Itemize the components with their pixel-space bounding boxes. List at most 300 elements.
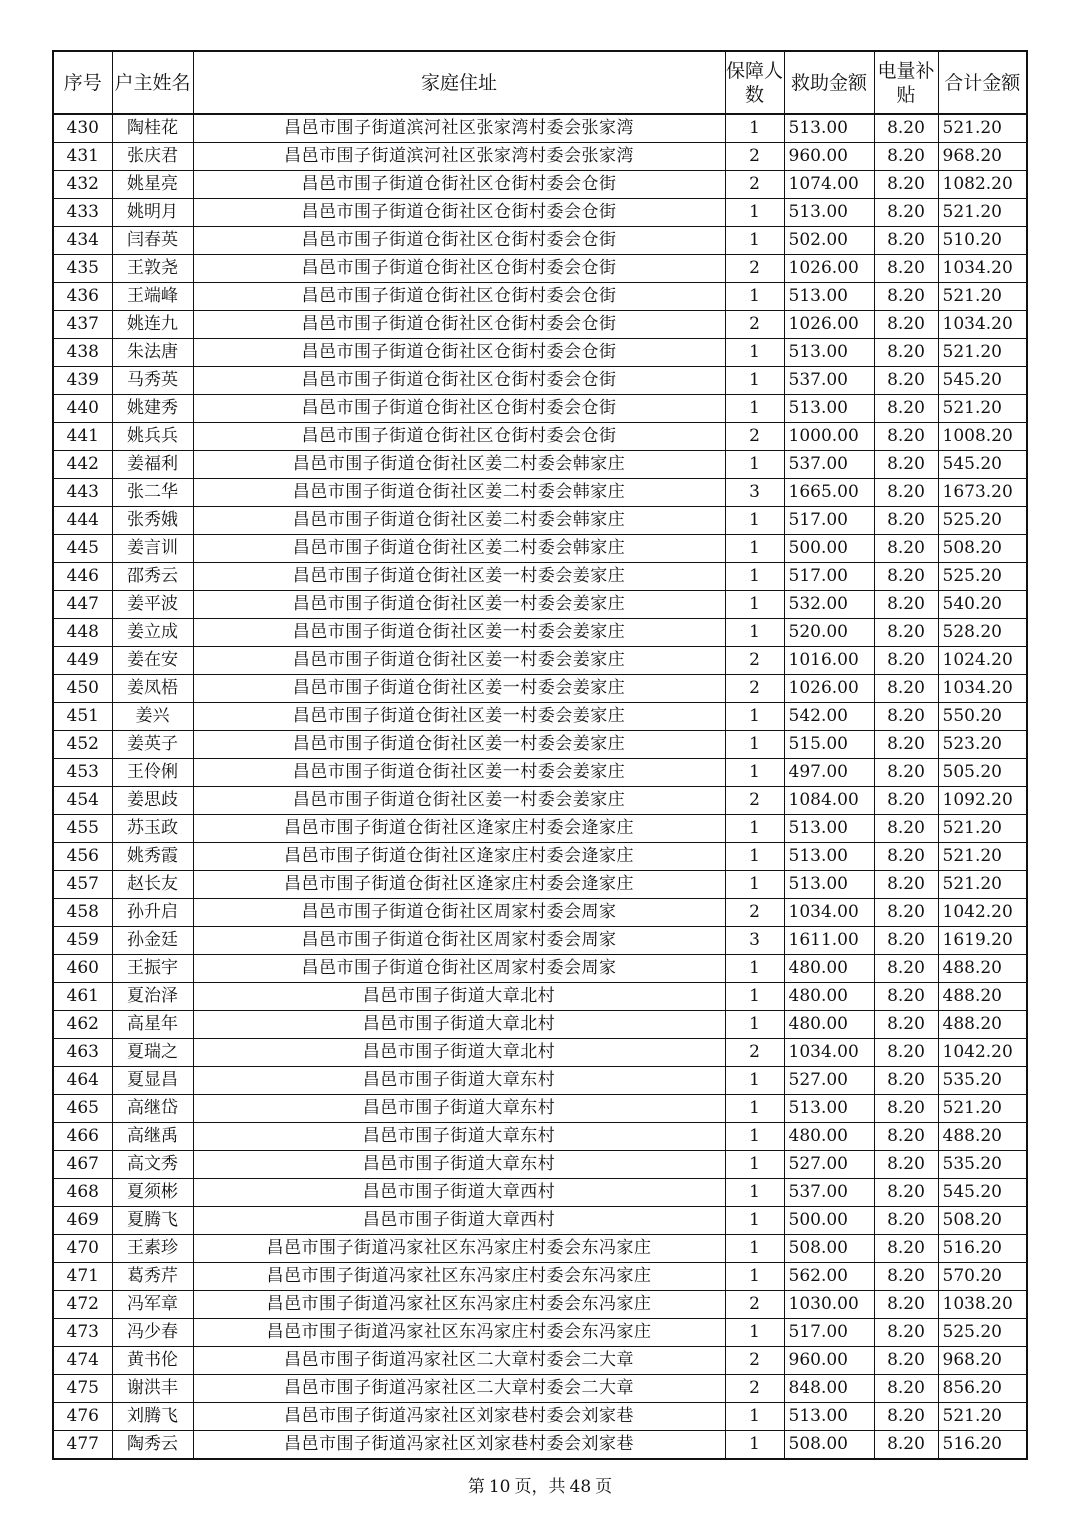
cell-address: 昌邑市围子街道冯家社区东冯家庄村委会东冯家庄 bbox=[193, 1235, 725, 1263]
cell-persons: 1 bbox=[725, 1319, 784, 1347]
cell-total: 1042.20 bbox=[938, 1039, 1027, 1067]
cell-subsidy: 8.20 bbox=[874, 815, 938, 843]
cell-name: 马秀英 bbox=[112, 367, 193, 395]
cell-name: 高继岱 bbox=[112, 1095, 193, 1123]
cell-subsidy: 8.20 bbox=[874, 647, 938, 675]
cell-total: 535.20 bbox=[938, 1151, 1027, 1179]
cell-subsidy: 8.20 bbox=[874, 1403, 938, 1431]
cell-persons: 3 bbox=[725, 479, 784, 507]
table-row bbox=[53, 339, 1027, 367]
cell-total: 516.20 bbox=[938, 1235, 1027, 1263]
cell-subsidy: 8.20 bbox=[874, 1347, 938, 1375]
cell-total: 1092.20 bbox=[938, 787, 1027, 815]
cell-address: 昌邑市围子街道仓街社区仓街村委会仓街 bbox=[193, 199, 725, 227]
cell-persons: 2 bbox=[725, 1375, 784, 1403]
cell-name: 高星年 bbox=[112, 1011, 193, 1039]
cell-total: 1038.20 bbox=[938, 1291, 1027, 1319]
cell-name: 张庆君 bbox=[112, 143, 193, 171]
page-total: 48 bbox=[569, 1477, 592, 1497]
cell-subsidy: 8.20 bbox=[874, 479, 938, 507]
cell-persons: 1 bbox=[725, 199, 784, 227]
cell-total: 525.20 bbox=[938, 507, 1027, 535]
cell-address: 昌邑市围子街道仓街社区姜二村委会韩家庄 bbox=[193, 507, 725, 535]
cell-seq: 468 bbox=[53, 1179, 112, 1207]
cell-relief: 513.00 bbox=[784, 871, 874, 899]
cell-name: 姜平波 bbox=[112, 591, 193, 619]
cell-relief: 1026.00 bbox=[784, 311, 874, 339]
cell-persons: 2 bbox=[725, 1039, 784, 1067]
cell-subsidy: 8.20 bbox=[874, 1011, 938, 1039]
cell-name: 姜福利 bbox=[112, 451, 193, 479]
cell-relief: 513.00 bbox=[784, 1095, 874, 1123]
table-row bbox=[53, 815, 1027, 843]
cell-name: 姜英子 bbox=[112, 731, 193, 759]
cell-address: 昌邑市围子街道大章东村 bbox=[193, 1095, 725, 1123]
cell-subsidy: 8.20 bbox=[874, 1095, 938, 1123]
cell-seq: 456 bbox=[53, 843, 112, 871]
cell-total: 550.20 bbox=[938, 703, 1027, 731]
cell-address: 昌邑市围子街道仓街社区仓街村委会仓街 bbox=[193, 311, 725, 339]
cell-seq: 461 bbox=[53, 983, 112, 1011]
cell-address: 昌邑市围子街道仓街社区逄家庄村委会逄家庄 bbox=[193, 815, 725, 843]
cell-persons: 1 bbox=[725, 843, 784, 871]
cell-seq: 464 bbox=[53, 1067, 112, 1095]
cell-total: 521.20 bbox=[938, 283, 1027, 311]
cell-relief: 848.00 bbox=[784, 1375, 874, 1403]
cell-subsidy: 8.20 bbox=[874, 955, 938, 983]
cell-seq: 474 bbox=[53, 1347, 112, 1375]
cell-name: 姚秀霞 bbox=[112, 843, 193, 871]
cell-subsidy: 8.20 bbox=[874, 731, 938, 759]
cell-relief: 537.00 bbox=[784, 367, 874, 395]
cell-relief: 500.00 bbox=[784, 1207, 874, 1235]
cell-address: 昌邑市围子街道仓街社区仓街村委会仓街 bbox=[193, 367, 725, 395]
cell-name: 高文秀 bbox=[112, 1151, 193, 1179]
cell-name: 陶桂花 bbox=[112, 114, 193, 143]
cell-subsidy: 8.20 bbox=[874, 983, 938, 1011]
cell-subsidy: 8.20 bbox=[874, 1291, 938, 1319]
cell-relief: 480.00 bbox=[784, 955, 874, 983]
cell-seq: 455 bbox=[53, 815, 112, 843]
cell-relief: 520.00 bbox=[784, 619, 874, 647]
cell-name: 谢洪丰 bbox=[112, 1375, 193, 1403]
cell-seq: 457 bbox=[53, 871, 112, 899]
cell-relief: 513.00 bbox=[784, 114, 874, 143]
cell-address: 昌邑市围子街道仓街社区姜一村委会姜家庄 bbox=[193, 759, 725, 787]
cell-persons: 2 bbox=[725, 423, 784, 451]
cell-persons: 1 bbox=[725, 535, 784, 563]
cell-address: 昌邑市围子街道大章北村 bbox=[193, 1039, 725, 1067]
table-row bbox=[53, 619, 1027, 647]
cell-relief: 517.00 bbox=[784, 507, 874, 535]
table-row bbox=[53, 1067, 1027, 1095]
cell-relief: 960.00 bbox=[784, 143, 874, 171]
cell-total: 545.20 bbox=[938, 1179, 1027, 1207]
cell-name: 姜立成 bbox=[112, 619, 193, 647]
cell-relief: 515.00 bbox=[784, 731, 874, 759]
cell-relief: 1665.00 bbox=[784, 479, 874, 507]
table-row bbox=[53, 1291, 1027, 1319]
cell-persons: 1 bbox=[725, 563, 784, 591]
cell-seq: 434 bbox=[53, 227, 112, 255]
cell-seq: 460 bbox=[53, 955, 112, 983]
cell-total: 1024.20 bbox=[938, 647, 1027, 675]
cell-address: 昌邑市围子街道冯家社区刘家巷村委会刘家巷 bbox=[193, 1431, 725, 1460]
cell-name: 姚建秀 bbox=[112, 395, 193, 423]
cell-name: 赵长友 bbox=[112, 871, 193, 899]
cell-subsidy: 8.20 bbox=[874, 619, 938, 647]
cell-address: 昌邑市围子街道冯家社区二大章村委会二大章 bbox=[193, 1375, 725, 1403]
cell-address: 昌邑市围子街道大章北村 bbox=[193, 983, 725, 1011]
cell-subsidy: 8.20 bbox=[874, 535, 938, 563]
table-row bbox=[53, 1319, 1027, 1347]
cell-persons: 1 bbox=[725, 1095, 784, 1123]
cell-seq: 431 bbox=[53, 143, 112, 171]
cell-name: 苏玉政 bbox=[112, 815, 193, 843]
cell-relief: 1000.00 bbox=[784, 423, 874, 451]
cell-name: 张二华 bbox=[112, 479, 193, 507]
cell-address: 昌邑市围子街道仓街社区姜一村委会姜家庄 bbox=[193, 591, 725, 619]
cell-total: 1042.20 bbox=[938, 899, 1027, 927]
cell-total: 505.20 bbox=[938, 759, 1027, 787]
cell-subsidy: 8.20 bbox=[874, 367, 938, 395]
table-row bbox=[53, 1431, 1027, 1460]
cell-relief: 527.00 bbox=[784, 1067, 874, 1095]
cell-total: 521.20 bbox=[938, 815, 1027, 843]
cell-subsidy: 8.20 bbox=[874, 1319, 938, 1347]
table-row bbox=[53, 114, 1027, 143]
cell-seq: 439 bbox=[53, 367, 112, 395]
header-subsidy: 电量补贴 bbox=[874, 51, 938, 114]
cell-subsidy: 8.20 bbox=[874, 843, 938, 871]
cell-address: 昌邑市围子街道仓街社区逄家庄村委会逄家庄 bbox=[193, 843, 725, 871]
table-row bbox=[53, 1095, 1027, 1123]
cell-total: 545.20 bbox=[938, 367, 1027, 395]
cell-address: 昌邑市围子街道仓街社区姜一村委会姜家庄 bbox=[193, 675, 725, 703]
cell-persons: 1 bbox=[725, 1011, 784, 1039]
cell-seq: 459 bbox=[53, 927, 112, 955]
cell-relief: 1034.00 bbox=[784, 1039, 874, 1067]
cell-seq: 462 bbox=[53, 1011, 112, 1039]
cell-persons: 1 bbox=[725, 759, 784, 787]
cell-address: 昌邑市围子街道大章东村 bbox=[193, 1151, 725, 1179]
cell-relief: 1026.00 bbox=[784, 675, 874, 703]
cell-seq: 448 bbox=[53, 619, 112, 647]
cell-subsidy: 8.20 bbox=[874, 395, 938, 423]
cell-total: 488.20 bbox=[938, 955, 1027, 983]
cell-total: 540.20 bbox=[938, 591, 1027, 619]
cell-relief: 513.00 bbox=[784, 283, 874, 311]
cell-subsidy: 8.20 bbox=[874, 451, 938, 479]
cell-relief: 502.00 bbox=[784, 227, 874, 255]
cell-address: 昌邑市围子街道仓街社区姜一村委会姜家庄 bbox=[193, 647, 725, 675]
cell-persons: 1 bbox=[725, 507, 784, 535]
cell-name: 朱法唐 bbox=[112, 339, 193, 367]
cell-name: 冯军章 bbox=[112, 1291, 193, 1319]
cell-seq: 453 bbox=[53, 759, 112, 787]
cell-subsidy: 8.20 bbox=[874, 114, 938, 143]
table-row bbox=[53, 367, 1027, 395]
cell-name: 夏治泽 bbox=[112, 983, 193, 1011]
cell-address: 昌邑市围子街道仓街社区周家村委会周家 bbox=[193, 927, 725, 955]
cell-persons: 1 bbox=[725, 1207, 784, 1235]
cell-persons: 2 bbox=[725, 255, 784, 283]
cell-seq: 450 bbox=[53, 675, 112, 703]
cell-subsidy: 8.20 bbox=[874, 759, 938, 787]
table-row bbox=[53, 1151, 1027, 1179]
cell-persons: 1 bbox=[725, 339, 784, 367]
cell-total: 521.20 bbox=[938, 339, 1027, 367]
cell-total: 525.20 bbox=[938, 1319, 1027, 1347]
cell-subsidy: 8.20 bbox=[874, 1039, 938, 1067]
cell-persons: 2 bbox=[725, 1291, 784, 1319]
cell-name: 王敦尧 bbox=[112, 255, 193, 283]
table-row bbox=[53, 647, 1027, 675]
cell-total: 968.20 bbox=[938, 143, 1027, 171]
cell-address: 昌邑市围子街道大章西村 bbox=[193, 1179, 725, 1207]
table-row bbox=[53, 423, 1027, 451]
cell-seq: 437 bbox=[53, 311, 112, 339]
cell-seq: 449 bbox=[53, 647, 112, 675]
cell-name: 高继禹 bbox=[112, 1123, 193, 1151]
cell-relief: 508.00 bbox=[784, 1431, 874, 1460]
cell-total: 508.20 bbox=[938, 1207, 1027, 1235]
header-name: 户主姓名 bbox=[112, 51, 193, 114]
cell-persons: 1 bbox=[725, 1123, 784, 1151]
cell-name: 夏腾飞 bbox=[112, 1207, 193, 1235]
cell-persons: 1 bbox=[725, 731, 784, 759]
cell-total: 1008.20 bbox=[938, 423, 1027, 451]
cell-total: 1673.20 bbox=[938, 479, 1027, 507]
cell-persons: 1 bbox=[725, 703, 784, 731]
cell-address: 昌邑市围子街道大章东村 bbox=[193, 1067, 725, 1095]
cell-persons: 1 bbox=[725, 1151, 784, 1179]
table-row bbox=[53, 451, 1027, 479]
cell-total: 968.20 bbox=[938, 1347, 1027, 1375]
table-row bbox=[53, 731, 1027, 759]
cell-name: 姜在安 bbox=[112, 647, 193, 675]
cell-address: 昌邑市围子街道冯家社区二大章村委会二大章 bbox=[193, 1347, 725, 1375]
cell-total: 521.20 bbox=[938, 114, 1027, 143]
cell-persons: 1 bbox=[725, 1403, 784, 1431]
cell-subsidy: 8.20 bbox=[874, 1123, 938, 1151]
cell-name: 姜凤梧 bbox=[112, 675, 193, 703]
cell-seq: 466 bbox=[53, 1123, 112, 1151]
cell-relief: 542.00 bbox=[784, 703, 874, 731]
table-row bbox=[53, 255, 1027, 283]
cell-relief: 1030.00 bbox=[784, 1291, 874, 1319]
table-row bbox=[53, 1263, 1027, 1291]
header-persons: 保障人数 bbox=[725, 51, 784, 114]
cell-address: 昌邑市围子街道仓街社区逄家庄村委会逄家庄 bbox=[193, 871, 725, 899]
cell-total: 523.20 bbox=[938, 731, 1027, 759]
cell-address: 昌邑市围子街道滨河社区张家湾村委会张家湾 bbox=[193, 114, 725, 143]
cell-relief: 513.00 bbox=[784, 843, 874, 871]
cell-persons: 1 bbox=[725, 871, 784, 899]
table-row bbox=[53, 199, 1027, 227]
table-row bbox=[53, 787, 1027, 815]
cell-seq: 444 bbox=[53, 507, 112, 535]
cell-seq: 467 bbox=[53, 1151, 112, 1179]
cell-persons: 1 bbox=[725, 283, 784, 311]
table-row bbox=[53, 479, 1027, 507]
cell-subsidy: 8.20 bbox=[874, 423, 938, 451]
cell-persons: 1 bbox=[725, 395, 784, 423]
cell-total: 1034.20 bbox=[938, 255, 1027, 283]
cell-name: 陶秀云 bbox=[112, 1431, 193, 1460]
table-row bbox=[53, 563, 1027, 591]
cell-subsidy: 8.20 bbox=[874, 675, 938, 703]
table-row bbox=[53, 1375, 1027, 1403]
cell-subsidy: 8.20 bbox=[874, 143, 938, 171]
cell-address: 昌邑市围子街道仓街社区仓街村委会仓街 bbox=[193, 339, 725, 367]
cell-subsidy: 8.20 bbox=[874, 255, 938, 283]
cell-persons: 1 bbox=[725, 983, 784, 1011]
table-row bbox=[53, 1011, 1027, 1039]
cell-total: 545.20 bbox=[938, 451, 1027, 479]
cell-subsidy: 8.20 bbox=[874, 871, 938, 899]
cell-persons: 2 bbox=[725, 899, 784, 927]
cell-relief: 562.00 bbox=[784, 1263, 874, 1291]
cell-name: 姜兴 bbox=[112, 703, 193, 731]
header-row bbox=[53, 51, 1027, 114]
table-row bbox=[53, 955, 1027, 983]
cell-subsidy: 8.20 bbox=[874, 927, 938, 955]
cell-address: 昌邑市围子街道大章北村 bbox=[193, 1011, 725, 1039]
cell-relief: 497.00 bbox=[784, 759, 874, 787]
cell-relief: 1084.00 bbox=[784, 787, 874, 815]
table-row bbox=[53, 927, 1027, 955]
cell-seq: 441 bbox=[53, 423, 112, 451]
cell-subsidy: 8.20 bbox=[874, 283, 938, 311]
cell-name: 姚星亮 bbox=[112, 171, 193, 199]
cell-relief: 513.00 bbox=[784, 199, 874, 227]
cell-persons: 1 bbox=[725, 619, 784, 647]
cell-subsidy: 8.20 bbox=[874, 311, 938, 339]
cell-relief: 1016.00 bbox=[784, 647, 874, 675]
table-row bbox=[53, 395, 1027, 423]
cell-address: 昌邑市围子街道仓街社区仓街村委会仓街 bbox=[193, 283, 725, 311]
cell-seq: 476 bbox=[53, 1403, 112, 1431]
table-row bbox=[53, 1039, 1027, 1067]
cell-relief: 508.00 bbox=[784, 1235, 874, 1263]
cell-relief: 960.00 bbox=[784, 1347, 874, 1375]
cell-subsidy: 8.20 bbox=[874, 199, 938, 227]
cell-relief: 517.00 bbox=[784, 1319, 874, 1347]
cell-subsidy: 8.20 bbox=[874, 171, 938, 199]
cell-persons: 2 bbox=[725, 171, 784, 199]
cell-seq: 447 bbox=[53, 591, 112, 619]
cell-address: 昌邑市围子街道滨河社区张家湾村委会张家湾 bbox=[193, 143, 725, 171]
cell-address: 昌邑市围子街道仓街社区仓街村委会仓街 bbox=[193, 171, 725, 199]
cell-address: 昌邑市围子街道仓街社区姜一村委会姜家庄 bbox=[193, 563, 725, 591]
header-relief: 救助金额 bbox=[784, 51, 874, 114]
cell-seq: 475 bbox=[53, 1375, 112, 1403]
cell-address: 昌邑市围子街道仓街社区姜二村委会韩家庄 bbox=[193, 451, 725, 479]
cell-name: 邵秀云 bbox=[112, 563, 193, 591]
cell-seq: 435 bbox=[53, 255, 112, 283]
cell-total: 525.20 bbox=[938, 563, 1027, 591]
cell-persons: 2 bbox=[725, 647, 784, 675]
cell-persons: 2 bbox=[725, 675, 784, 703]
cell-seq: 438 bbox=[53, 339, 112, 367]
cell-address: 昌邑市围子街道仓街社区姜一村委会姜家庄 bbox=[193, 703, 725, 731]
cell-name: 姚明月 bbox=[112, 199, 193, 227]
cell-relief: 513.00 bbox=[784, 395, 874, 423]
table-row bbox=[53, 283, 1027, 311]
cell-total: 516.20 bbox=[938, 1431, 1027, 1460]
cell-total: 521.20 bbox=[938, 1095, 1027, 1123]
cell-seq: 440 bbox=[53, 395, 112, 423]
cell-total: 488.20 bbox=[938, 983, 1027, 1011]
cell-address: 昌邑市围子街道仓街社区仓街村委会仓街 bbox=[193, 423, 725, 451]
cell-subsidy: 8.20 bbox=[874, 563, 938, 591]
cell-persons: 3 bbox=[725, 927, 784, 955]
cell-address: 昌邑市围子街道仓街社区姜二村委会韩家庄 bbox=[193, 535, 725, 563]
cell-relief: 517.00 bbox=[784, 563, 874, 591]
cell-address: 昌邑市围子街道仓街社区姜一村委会姜家庄 bbox=[193, 787, 725, 815]
cell-relief: 532.00 bbox=[784, 591, 874, 619]
table-row bbox=[53, 1207, 1027, 1235]
cell-total: 1082.20 bbox=[938, 171, 1027, 199]
cell-persons: 2 bbox=[725, 311, 784, 339]
cell-name: 姚连九 bbox=[112, 311, 193, 339]
cell-subsidy: 8.20 bbox=[874, 1263, 938, 1291]
cell-total: 521.20 bbox=[938, 199, 1027, 227]
cell-seq: 446 bbox=[53, 563, 112, 591]
cell-address: 昌邑市围子街道冯家社区东冯家庄村委会东冯家庄 bbox=[193, 1263, 725, 1291]
cell-relief: 513.00 bbox=[784, 339, 874, 367]
header-address: 家庭住址 bbox=[193, 51, 725, 114]
page-footer bbox=[0, 1472, 1080, 1497]
header-total: 合计金额 bbox=[938, 51, 1027, 114]
cell-address: 昌邑市围子街道仓街社区仓街村委会仓街 bbox=[193, 227, 725, 255]
cell-total: 521.20 bbox=[938, 843, 1027, 871]
cell-total: 528.20 bbox=[938, 619, 1027, 647]
cell-address: 昌邑市围子街道冯家社区刘家巷村委会刘家巷 bbox=[193, 1403, 725, 1431]
cell-subsidy: 8.20 bbox=[874, 787, 938, 815]
cell-name: 冯少春 bbox=[112, 1319, 193, 1347]
cell-name: 孙升启 bbox=[112, 899, 193, 927]
cell-subsidy: 8.20 bbox=[874, 703, 938, 731]
cell-total: 1619.20 bbox=[938, 927, 1027, 955]
cell-name: 闫春英 bbox=[112, 227, 193, 255]
cell-total: 488.20 bbox=[938, 1123, 1027, 1151]
cell-relief: 513.00 bbox=[784, 815, 874, 843]
table-row bbox=[53, 983, 1027, 1011]
cell-name: 姜思歧 bbox=[112, 787, 193, 815]
table-row bbox=[53, 227, 1027, 255]
cell-address: 昌邑市围子街道大章西村 bbox=[193, 1207, 725, 1235]
cell-seq: 458 bbox=[53, 899, 112, 927]
cell-name: 王振宇 bbox=[112, 955, 193, 983]
cell-name: 王伶俐 bbox=[112, 759, 193, 787]
cell-address: 昌邑市围子街道大章东村 bbox=[193, 1123, 725, 1151]
cell-persons: 1 bbox=[725, 114, 784, 143]
cell-address: 昌邑市围子街道冯家社区东冯家庄村委会东冯家庄 bbox=[193, 1319, 725, 1347]
table-row bbox=[53, 311, 1027, 339]
table-row bbox=[53, 1179, 1027, 1207]
cell-address: 昌邑市围子街道仓街社区仓街村委会仓街 bbox=[193, 255, 725, 283]
cell-total: 510.20 bbox=[938, 227, 1027, 255]
cell-persons: 1 bbox=[725, 367, 784, 395]
cell-subsidy: 8.20 bbox=[874, 591, 938, 619]
cell-subsidy: 8.20 bbox=[874, 339, 938, 367]
cell-total: 521.20 bbox=[938, 871, 1027, 899]
cell-total: 508.20 bbox=[938, 535, 1027, 563]
cell-seq: 463 bbox=[53, 1039, 112, 1067]
cell-persons: 1 bbox=[725, 1067, 784, 1095]
